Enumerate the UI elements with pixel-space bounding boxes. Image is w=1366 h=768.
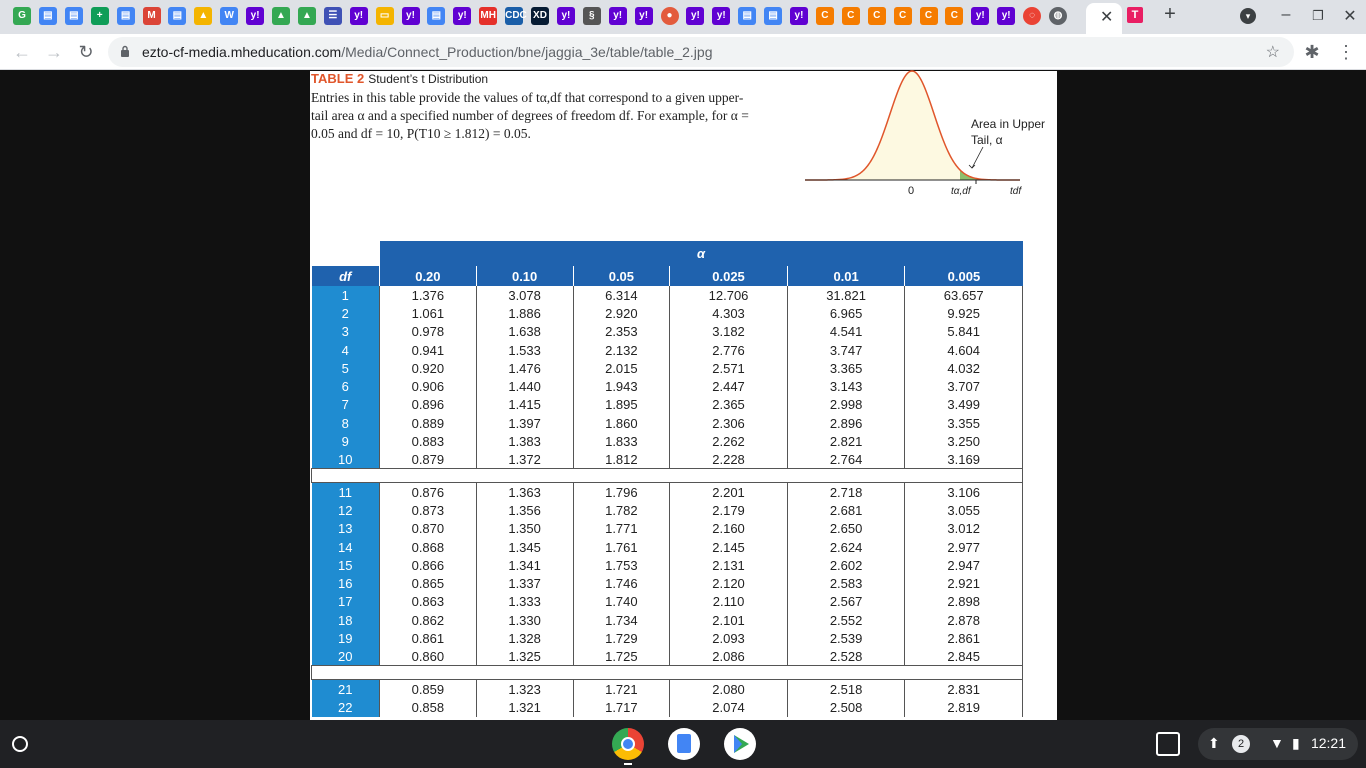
table-row: [312, 323, 1023, 341]
df-cell: 16: [312, 574, 380, 592]
value-cell: 2.947: [905, 556, 1023, 574]
value-cell: 2.120: [670, 574, 788, 592]
value-cell: 1.533: [476, 341, 573, 359]
df-cell: 6: [312, 377, 380, 395]
table-row: [312, 377, 1023, 395]
tab-favicon[interactable]: ▤: [168, 7, 186, 25]
alpha-header: α: [380, 241, 1023, 266]
tab-favicon[interactable]: ●: [661, 7, 679, 25]
value-cell: 2.074: [670, 698, 788, 716]
value-cell: 1.717: [573, 698, 670, 716]
value-cell: 1.337: [476, 574, 573, 592]
notification-count: 2: [1232, 735, 1250, 753]
image-viewer: [310, 71, 1057, 720]
active-tab[interactable]: [1086, 3, 1122, 34]
axis-zero-label: 0: [908, 185, 915, 197]
tab-favicon[interactable]: y!: [971, 7, 989, 25]
value-cell: 0.862: [380, 611, 477, 629]
separator-cell: [312, 666, 1023, 680]
launcher-icon[interactable]: [12, 736, 28, 752]
value-cell: 2.821: [787, 432, 905, 450]
value-cell: 2.228: [670, 451, 788, 469]
value-cell: 2.145: [670, 538, 788, 556]
value-cell: 1.833: [573, 432, 670, 450]
df-cell: 9: [312, 432, 380, 450]
value-cell: 2.179: [670, 501, 788, 519]
value-cell: 1.729: [573, 629, 670, 647]
value-cell: 2.831: [905, 680, 1023, 698]
column-header: 0.10: [476, 266, 573, 286]
table-row: [312, 629, 1023, 647]
value-cell: 1.746: [573, 574, 670, 592]
value-cell: 1.638: [476, 323, 573, 341]
status-tray[interactable]: [1198, 728, 1358, 760]
df-cell: 15: [312, 556, 380, 574]
tab-favicon[interactable]: y!: [686, 7, 704, 25]
value-cell: 3.012: [905, 520, 1023, 538]
table-row: [312, 414, 1023, 432]
value-cell: 0.860: [380, 648, 477, 666]
row-group-separator: [312, 666, 1023, 680]
close-window-icon[interactable]: ✕: [1343, 8, 1357, 25]
value-cell: 2.086: [670, 648, 788, 666]
tab-favicon[interactable]: ▤: [427, 7, 445, 25]
value-cell: 3.355: [905, 414, 1023, 432]
value-cell: 1.734: [573, 611, 670, 629]
value-cell: 31.821: [787, 286, 905, 304]
close-tab-icon[interactable]: ✕: [1100, 9, 1114, 26]
value-cell: 0.889: [380, 414, 477, 432]
value-cell: 2.306: [670, 414, 788, 432]
value-cell: 3.055: [905, 501, 1023, 519]
extensions-icon[interactable]: ✱: [1304, 42, 1320, 62]
value-cell: 1.341: [476, 556, 573, 574]
value-cell: 3.250: [905, 432, 1023, 450]
value-cell: 2.508: [787, 698, 905, 716]
value-cell: 3.365: [787, 359, 905, 377]
value-cell: 0.858: [380, 698, 477, 716]
value-cell: 1.721: [573, 680, 670, 698]
address-bar[interactable]: [108, 37, 1294, 67]
restore-icon[interactable]: ❐: [1312, 8, 1324, 23]
tab-favicon[interactable]: ☰: [324, 7, 342, 25]
value-cell: 1.356: [476, 501, 573, 519]
value-cell: 2.101: [670, 611, 788, 629]
url-path: /Media/Connect_Production/bne/jaggia_3e/table/table_2.jpg: [341, 44, 713, 60]
value-cell: 2.977: [905, 538, 1023, 556]
value-cell: 2.132: [573, 341, 670, 359]
tab-favicon[interactable]: ▲: [298, 7, 316, 25]
tab-favicon[interactable]: ▲: [272, 7, 290, 25]
tab-favicon[interactable]: §: [583, 7, 601, 25]
value-cell: 0.920: [380, 359, 477, 377]
curve-label-line2: Tail, α: [971, 133, 1003, 147]
value-cell: 1.376: [380, 286, 477, 304]
menu-icon[interactable]: ⋮: [1337, 42, 1355, 62]
tab-favicon[interactable]: +: [91, 7, 109, 25]
value-cell: 3.182: [670, 323, 788, 341]
value-cell: 1.886: [476, 304, 573, 322]
value-cell: 1.771: [573, 520, 670, 538]
value-cell: 2.878: [905, 611, 1023, 629]
pointer-arrow: [972, 147, 983, 168]
tab-favicon[interactable]: y!: [557, 7, 575, 25]
tab-search-icon[interactable]: ▾: [1238, 6, 1258, 24]
value-cell: 2.845: [905, 648, 1023, 666]
df-cell: 5: [312, 359, 380, 377]
table-row: [312, 341, 1023, 359]
separator-cell: [312, 469, 1023, 483]
table-row: [312, 698, 1023, 716]
table-row: [312, 396, 1023, 414]
df-cell: 19: [312, 629, 380, 647]
df-cell: 18: [312, 611, 380, 629]
value-cell: 2.681: [787, 501, 905, 519]
value-cell: 0.865: [380, 574, 477, 592]
value-cell: 1.476: [476, 359, 573, 377]
value-cell: 1.740: [573, 593, 670, 611]
value-cell: 1.725: [573, 648, 670, 666]
value-cell: 2.160: [670, 520, 788, 538]
tab-favicon[interactable]: ◌: [1023, 7, 1041, 25]
table-row: [312, 556, 1023, 574]
value-cell: 1.397: [476, 414, 573, 432]
column-header: 0.05: [573, 266, 670, 286]
corner-cell: [312, 241, 380, 266]
upper-tail-area: [960, 170, 1020, 180]
value-cell: 2.896: [787, 414, 905, 432]
tab-favicon[interactable]: y!: [790, 7, 808, 25]
df-cell: 10: [312, 451, 380, 469]
value-cell: 0.883: [380, 432, 477, 450]
tab-favicon[interactable]: y!: [635, 7, 653, 25]
value-cell: 3.499: [905, 396, 1023, 414]
value-cell: 4.303: [670, 304, 788, 322]
df-cell: 8: [312, 414, 380, 432]
value-cell: 2.921: [905, 574, 1023, 592]
tab-favicon[interactable]: y!: [402, 7, 420, 25]
tab-favicon[interactable]: C: [894, 7, 912, 25]
value-cell: 9.925: [905, 304, 1023, 322]
column-header: 0.01: [787, 266, 905, 286]
table-row: [312, 359, 1023, 377]
tab-favicon[interactable]: C: [868, 7, 886, 25]
tab-favicon[interactable]: CDC: [505, 7, 523, 25]
table-row: [312, 432, 1023, 450]
tab-favicon[interactable]: C: [920, 7, 938, 25]
value-cell: 2.528: [787, 648, 905, 666]
value-cell: 1.796: [573, 483, 670, 501]
back-icon[interactable]: ←: [13, 42, 31, 62]
value-cell: 1.328: [476, 629, 573, 647]
value-cell: 2.365: [670, 396, 788, 414]
value-cell: 2.552: [787, 611, 905, 629]
value-cell: 1.321: [476, 698, 573, 716]
tab-strip: [0, 0, 1366, 34]
tab-favicon[interactable]: M: [143, 7, 161, 25]
value-cell: 1.895: [573, 396, 670, 414]
table-row: [312, 501, 1023, 519]
value-cell: 4.541: [787, 323, 905, 341]
df-cell: 1: [312, 286, 380, 304]
axis-t-df-label: tdf: [1010, 186, 1022, 197]
row-group-separator: [312, 469, 1023, 483]
table-number: TABLE 2: [311, 71, 365, 86]
value-cell: 0.861: [380, 629, 477, 647]
value-cell: 0.870: [380, 520, 477, 538]
value-cell: 1.350: [476, 520, 573, 538]
play-store-app-icon[interactable]: [724, 728, 756, 760]
df-header: df: [312, 266, 380, 286]
value-cell: 1.345: [476, 538, 573, 556]
value-cell: 4.032: [905, 359, 1023, 377]
t-distribution-curve: [805, 71, 1057, 199]
column-header-row: [312, 266, 1023, 286]
value-cell: 2.110: [670, 593, 788, 611]
value-cell: 0.868: [380, 538, 477, 556]
value-cell: 1.383: [476, 432, 573, 450]
value-cell: 1.372: [476, 451, 573, 469]
value-cell: 2.201: [670, 483, 788, 501]
value-cell: 1.323: [476, 680, 573, 698]
tab-favicon[interactable]: ◍: [1049, 7, 1067, 25]
table-row: [312, 611, 1023, 629]
value-cell: 2.518: [787, 680, 905, 698]
value-cell: 1.753: [573, 556, 670, 574]
battery-icon: ▮: [1292, 735, 1300, 751]
tab-favicon[interactable]: C: [842, 7, 860, 25]
value-cell: 3.169: [905, 451, 1023, 469]
value-cell: 2.447: [670, 377, 788, 395]
df-cell: 22: [312, 698, 380, 716]
df-cell: 4: [312, 341, 380, 359]
value-cell: 2.898: [905, 593, 1023, 611]
table-body: [312, 286, 1023, 717]
tab-favicon[interactable]: y!: [453, 7, 471, 25]
value-cell: 2.764: [787, 451, 905, 469]
tab-favicon[interactable]: y!: [712, 7, 730, 25]
df-cell: 21: [312, 680, 380, 698]
value-cell: 2.353: [573, 323, 670, 341]
df-cell: 3: [312, 323, 380, 341]
value-cell: 0.873: [380, 501, 477, 519]
docs-app-icon[interactable]: [668, 728, 700, 760]
column-header: 0.025: [670, 266, 788, 286]
tab-favicon[interactable]: ▤: [738, 7, 756, 25]
value-cell: 2.920: [573, 304, 670, 322]
value-cell: 63.657: [905, 286, 1023, 304]
bookmark-star-icon[interactable]: ☆: [1265, 44, 1280, 61]
df-cell: 13: [312, 520, 380, 538]
pointer-arrow-head: [969, 165, 975, 168]
tab-favicon[interactable]: ▤: [65, 7, 83, 25]
url-host: ezto-cf-media.mheducation.com: [142, 44, 342, 60]
value-cell: 2.571: [670, 359, 788, 377]
table-description: Entries in this table provide the values of tα,df that correspond to a given upper-tail area α and a specified number of degrees of freedom df. For example, for α = 0.05 and df = 10, P(T10 ≥ 1.812) = 0.05.: [311, 90, 749, 141]
value-cell: 1.812: [573, 451, 670, 469]
value-cell: 2.624: [787, 538, 905, 556]
value-cell: 0.906: [380, 377, 477, 395]
chrome-running-indicator: [624, 763, 632, 765]
value-cell: 2.776: [670, 341, 788, 359]
toolbar: [0, 34, 1366, 70]
value-cell: 2.819: [905, 698, 1023, 716]
value-cell: 2.718: [787, 483, 905, 501]
value-cell: 0.879: [380, 451, 477, 469]
tab-favicon-t[interactable]: T: [1124, 5, 1146, 23]
new-tab-icon[interactable]: +: [1164, 3, 1176, 25]
tab-favicon[interactable]: ▤: [39, 7, 57, 25]
clock: 12:21: [1310, 735, 1346, 751]
value-cell: 1.061: [380, 304, 477, 322]
value-cell: 2.093: [670, 629, 788, 647]
value-cell: 0.876: [380, 483, 477, 501]
value-cell: 2.131: [670, 556, 788, 574]
table-row: [312, 648, 1023, 666]
tab-favicon[interactable]: W: [220, 7, 238, 25]
value-cell: 2.602: [787, 556, 905, 574]
value-cell: 2.861: [905, 629, 1023, 647]
df-cell: 20: [312, 648, 380, 666]
value-cell: 12.706: [670, 286, 788, 304]
value-cell: 1.333: [476, 593, 573, 611]
value-cell: 3.707: [905, 377, 1023, 395]
value-cell: 1.363: [476, 483, 573, 501]
url-text: [142, 44, 712, 60]
table-row: [312, 593, 1023, 611]
value-cell: 4.604: [905, 341, 1023, 359]
reload-icon[interactable]: ↻: [78, 42, 94, 62]
tote-icon[interactable]: [1156, 732, 1180, 756]
value-cell: 1.325: [476, 648, 573, 666]
value-cell: 2.998: [787, 396, 905, 414]
df-cell: 14: [312, 538, 380, 556]
tab-favicon[interactable]: y!: [246, 7, 264, 25]
tab-favicon[interactable]: y!: [997, 7, 1015, 25]
df-cell: 2: [312, 304, 380, 322]
tab-favicon[interactable]: y!: [350, 7, 368, 25]
lock-icon: [120, 45, 130, 57]
table-row: [312, 286, 1023, 304]
value-cell: 2.567: [787, 593, 905, 611]
value-cell: 3.106: [905, 483, 1023, 501]
minimize-icon[interactable]: –: [1281, 6, 1291, 23]
value-cell: 0.866: [380, 556, 477, 574]
table-row: [312, 483, 1023, 501]
table-row: [312, 538, 1023, 556]
df-cell: 12: [312, 501, 380, 519]
forward-icon[interactable]: →: [45, 42, 63, 62]
value-cell: 0.941: [380, 341, 477, 359]
table-row: [312, 574, 1023, 592]
upload-icon: ⬆: [1208, 735, 1220, 751]
tab-favicon[interactable]: ▤: [117, 7, 135, 25]
value-cell: 6.314: [573, 286, 670, 304]
axis-t-alpha-label: tα,df: [951, 186, 971, 197]
value-cell: 5.841: [905, 323, 1023, 341]
value-cell: 1.761: [573, 538, 670, 556]
tab-favicon[interactable]: XD: [531, 7, 549, 25]
value-cell: 1.330: [476, 611, 573, 629]
value-cell: 3.747: [787, 341, 905, 359]
column-header: 0.005: [905, 266, 1023, 286]
value-cell: 2.262: [670, 432, 788, 450]
tab-favicon[interactable]: ▤: [764, 7, 782, 25]
t-table: [311, 241, 1023, 717]
tab-favicon[interactable]: ▲: [194, 7, 212, 25]
value-cell: 3.078: [476, 286, 573, 304]
value-cell: 1.943: [573, 377, 670, 395]
df-cell: 17: [312, 593, 380, 611]
df-cell: 7: [312, 396, 380, 414]
value-cell: 2.583: [787, 574, 905, 592]
tab-favicon[interactable]: y!: [609, 7, 627, 25]
alpha-header-row: [312, 241, 1023, 266]
value-cell: 1.782: [573, 501, 670, 519]
table-row: [312, 520, 1023, 538]
value-cell: 6.965: [787, 304, 905, 322]
value-cell: 2.015: [573, 359, 670, 377]
system-shelf: [0, 720, 1366, 768]
tab-favicon[interactable]: MH: [479, 7, 497, 25]
value-cell: 2.539: [787, 629, 905, 647]
table-row: [312, 680, 1023, 698]
value-cell: 0.863: [380, 593, 477, 611]
tab-favicon[interactable]: C: [945, 7, 963, 25]
value-cell: 0.859: [380, 680, 477, 698]
value-cell: 2.080: [670, 680, 788, 698]
tab-favicon[interactable]: C: [816, 7, 834, 25]
table-subtitle: Student’s t Distribution: [368, 72, 489, 86]
table-title: [311, 71, 488, 86]
column-header: 0.20: [380, 266, 477, 286]
value-cell: 1.415: [476, 396, 573, 414]
chrome-app-icon[interactable]: [612, 728, 644, 760]
value-cell: 2.650: [787, 520, 905, 538]
df-cell: 11: [312, 483, 380, 501]
table-row: [312, 304, 1023, 322]
value-cell: 3.143: [787, 377, 905, 395]
tab-favicon[interactable]: G: [13, 7, 31, 25]
curve-label-line1: Area in Upper: [971, 117, 1046, 131]
value-cell: 1.860: [573, 414, 670, 432]
value-cell: 0.978: [380, 323, 477, 341]
table-row: [312, 451, 1023, 469]
tab-favicon[interactable]: ▭: [376, 7, 394, 25]
wifi-icon: ▼: [1270, 735, 1284, 751]
value-cell: 1.440: [476, 377, 573, 395]
value-cell: 0.896: [380, 396, 477, 414]
